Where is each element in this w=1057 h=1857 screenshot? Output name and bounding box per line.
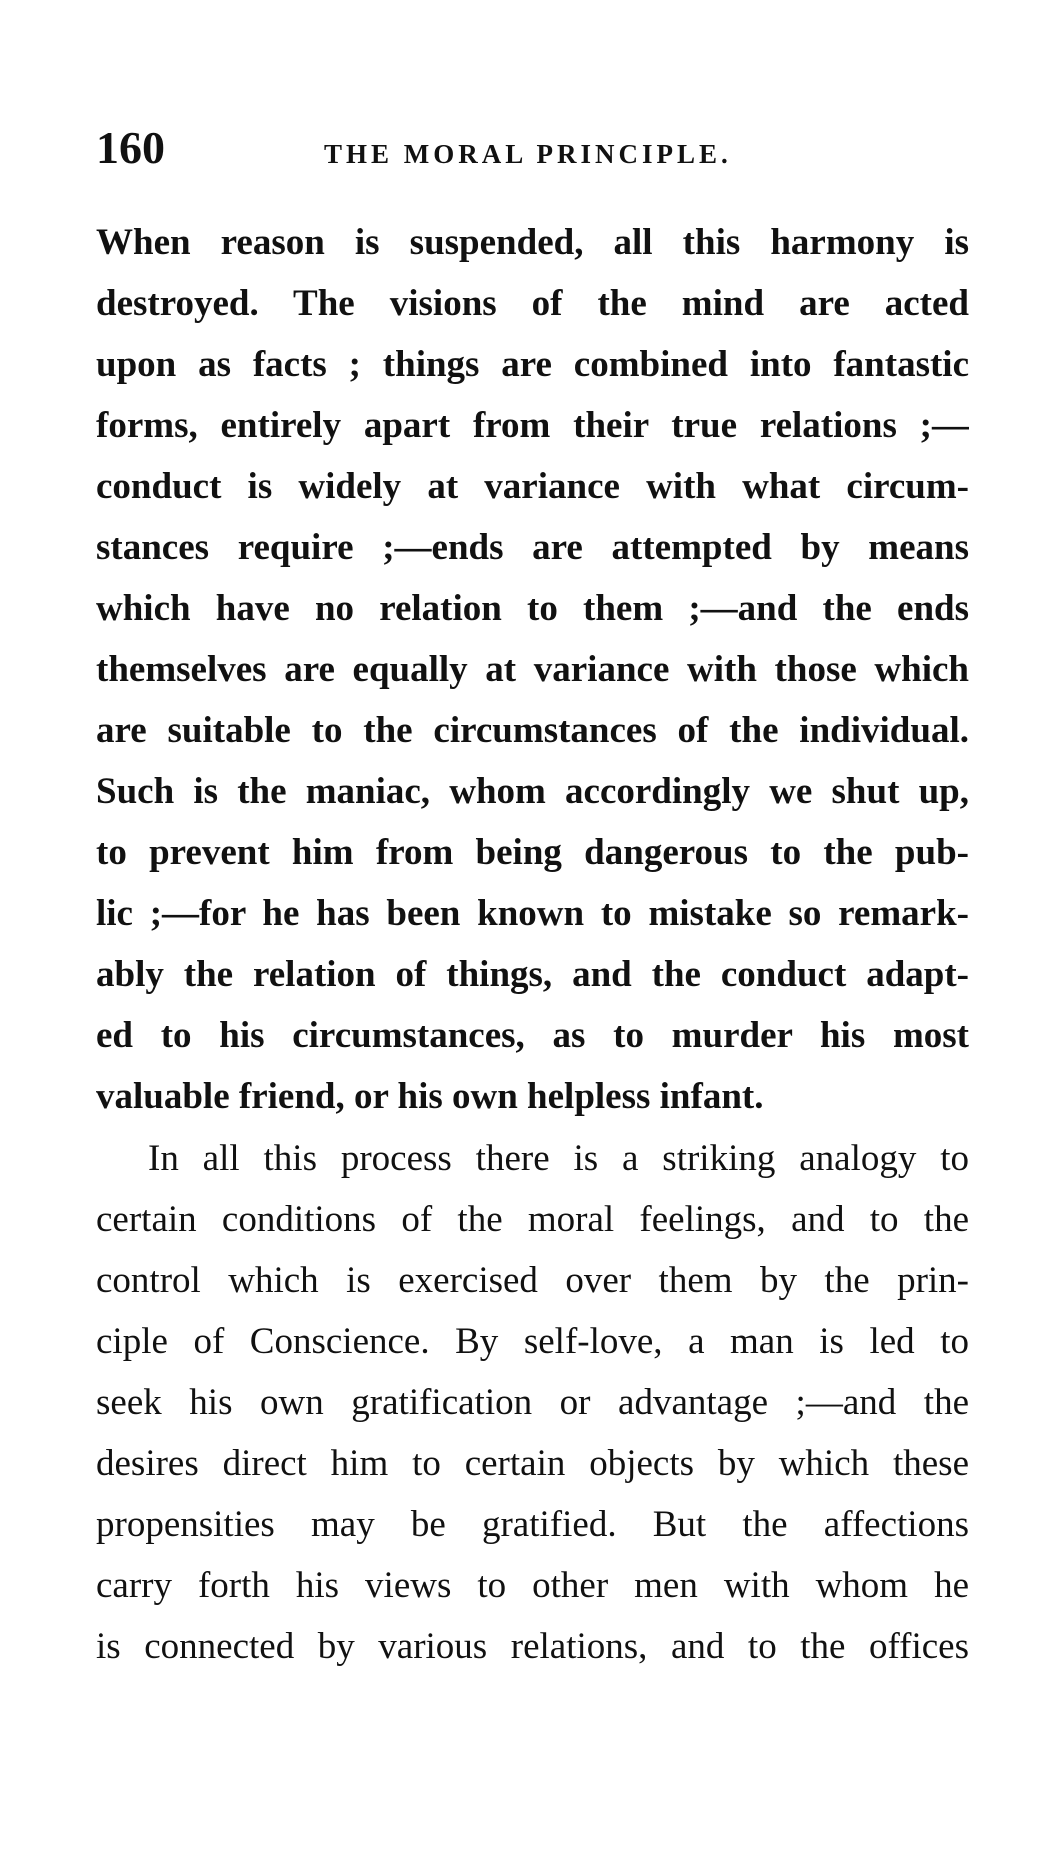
text-line: lic ;—for he has been known to mistake so remark- xyxy=(96,893,969,934)
text-line: upon as facts ; things are combined into fantastic xyxy=(96,344,969,385)
text-line: ciple of Conscience. By self-love, a man is led to xyxy=(96,1321,969,1362)
running-head xyxy=(96,118,976,178)
text-line: In all this process there is a striking analogy to xyxy=(148,1138,969,1179)
running-title: THE MORAL PRINCIPLE. xyxy=(324,139,732,169)
text-line: is connected by various relations, and to the offices xyxy=(96,1626,969,1667)
text-line: forms, entirely apart from their true relations ;— xyxy=(96,405,969,446)
text-line: which have no relation to them ;—and the ends xyxy=(96,588,969,629)
text-line: ed to his circumstances, as to murder his most xyxy=(96,1015,969,1056)
text-line: certain conditions of the moral feelings, and to the xyxy=(96,1199,969,1240)
text-line: carry forth his views to other men with whom he xyxy=(96,1565,969,1606)
text-line: Such is the maniac, whom accordingly we shut up, xyxy=(96,771,969,812)
text-line: are suitable to the circumstances of the individual. xyxy=(96,710,969,751)
text-line: conduct is widely at variance with what circum- xyxy=(96,466,969,507)
text-line: When reason is suspended, all this harmony is xyxy=(96,222,969,263)
text-line: themselves are equally at variance with those which xyxy=(96,649,969,690)
text-line: to prevent him from being dangerous to the pub- xyxy=(96,832,969,873)
text-line: destroyed. The visions of the mind are acted xyxy=(96,283,969,324)
text-line: desires direct him to certain objects by which these xyxy=(96,1443,969,1484)
text-line: stances require ;—ends are attempted by means xyxy=(96,527,969,568)
text-line: valuable friend, or his own helpless infant. xyxy=(96,1076,764,1117)
text-line: propensities may be gratified. But the affections xyxy=(96,1504,969,1545)
text-line: ably the relation of things, and the conduct adapt- xyxy=(96,954,969,995)
text-line: control which is exercised over them by the prin- xyxy=(96,1260,969,1301)
paragraph-1 xyxy=(96,212,969,1127)
text-line: seek his own gratification or advantage ;—and the xyxy=(96,1382,969,1423)
page-number: 160 xyxy=(96,122,165,173)
paragraph-2 xyxy=(96,1128,969,1677)
